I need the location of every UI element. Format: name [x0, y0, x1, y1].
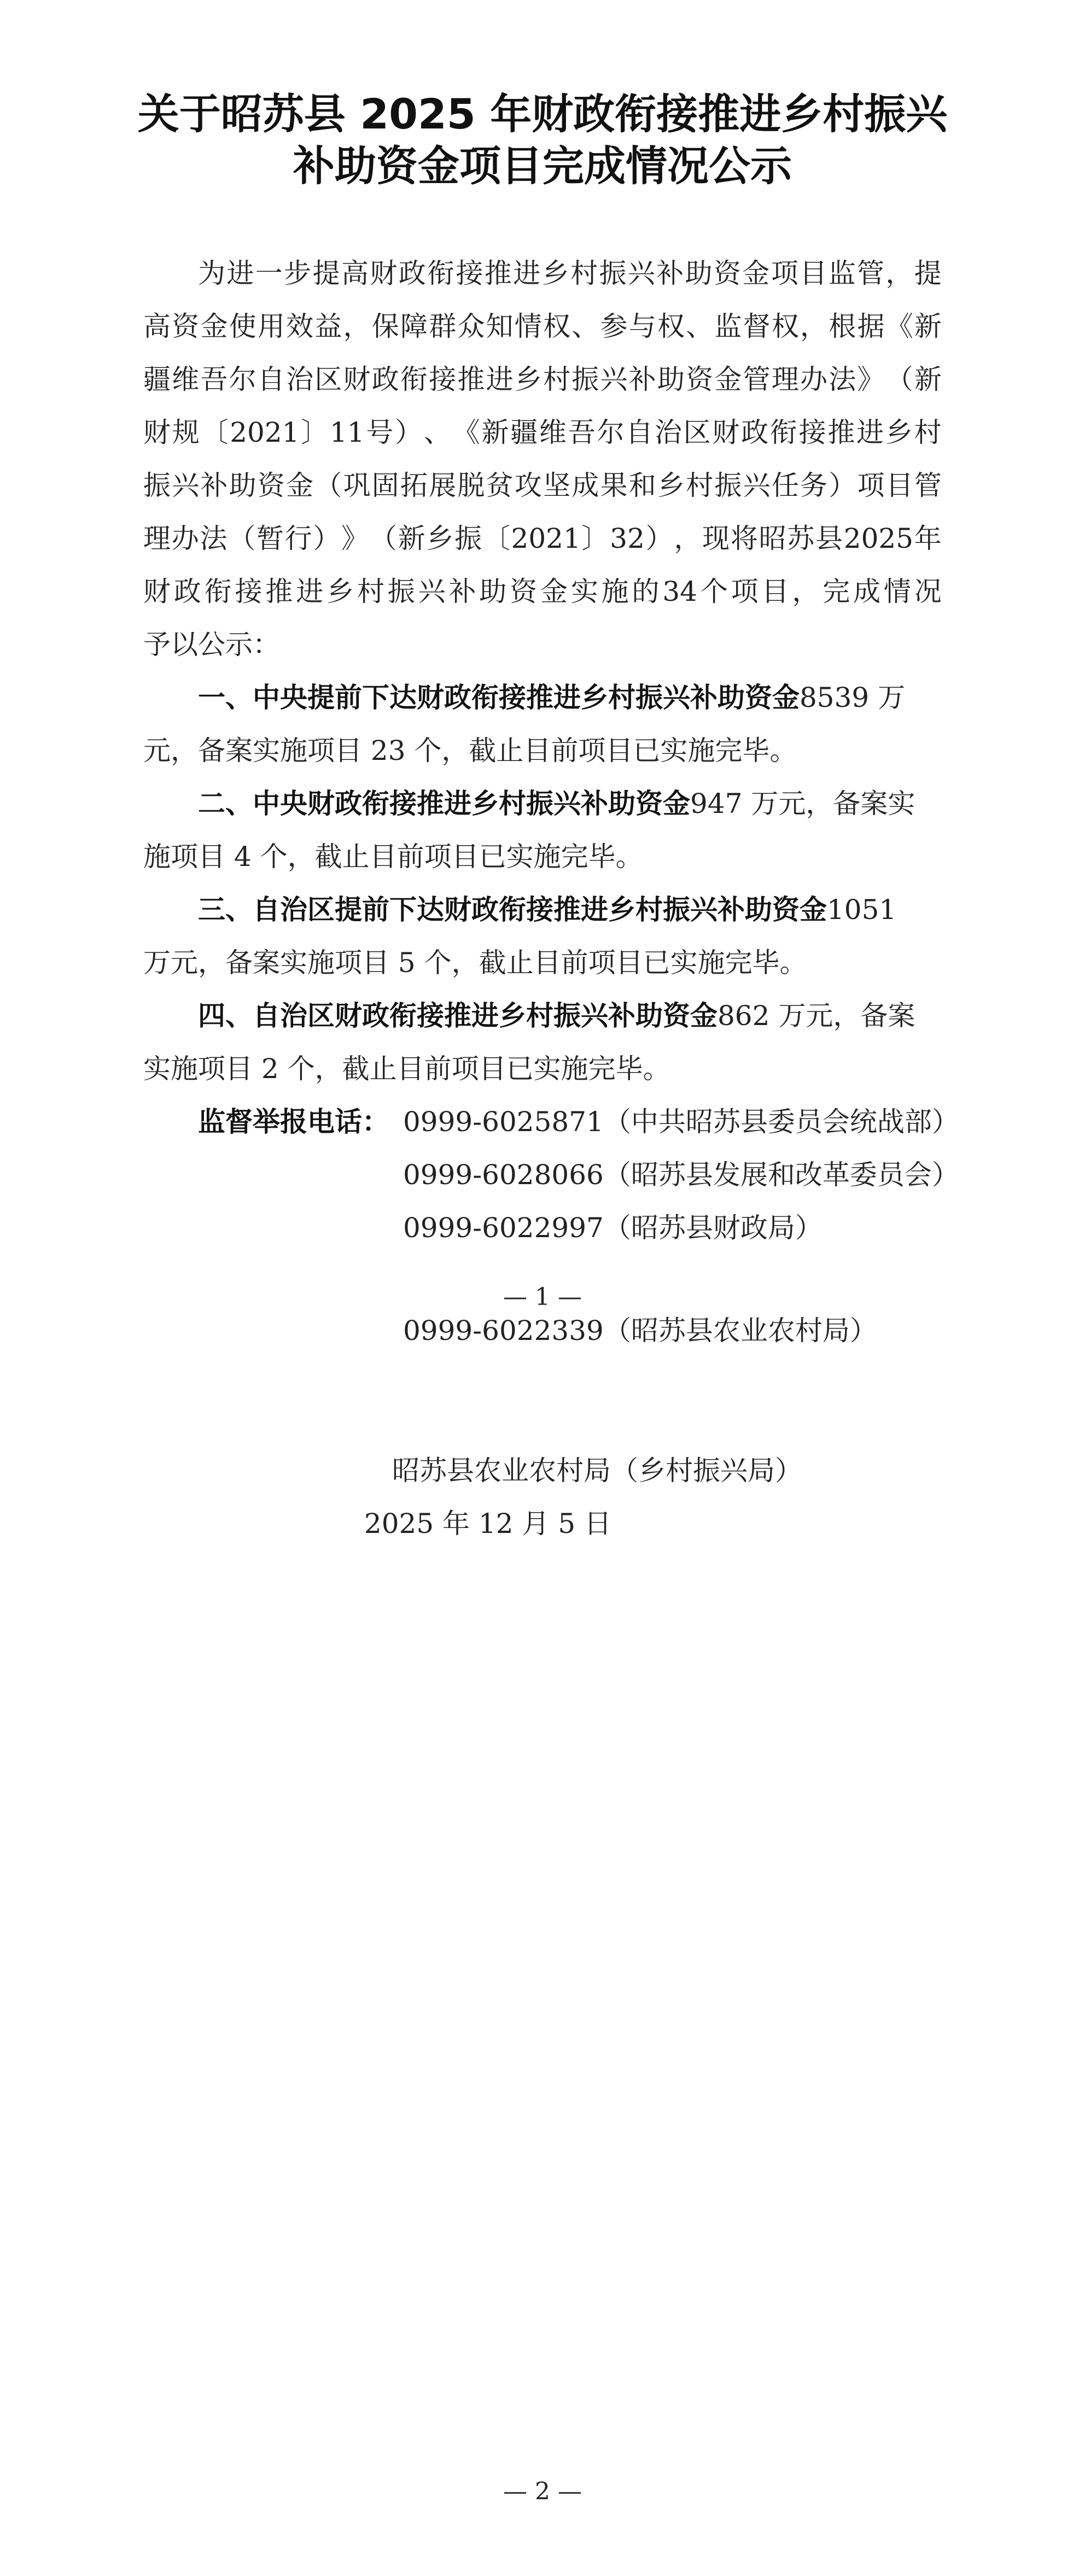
issuing-organization: 昭苏县农业农村局（乡村振兴局） [392, 1455, 802, 1486]
item-heading: 一、中央提前下达财政衔接推进乡村振兴补助资金 [198, 682, 800, 713]
item-line [198, 681, 942, 714]
document-title-line-2: 补助资金项目完成情况公示 [293, 142, 792, 190]
item-amount: 8539 万 [800, 682, 906, 713]
item-line-2: 元，备案实施项目 23 个，截止目前项目已实施完毕。 [143, 735, 797, 766]
intro-line: 为 进 一 步 提 高 财 政 衔 接 推 进 乡 村 振 兴 补 助 资 金 项 目 监 管 ， 提 [198, 257, 942, 289]
item-heading: 四、自治区财政衔接推进乡村振兴补助资金 [198, 1000, 718, 1032]
intro-line: 财 规 〔 2021 〕 11 号 ） 、 《 新 疆 维 吾 尔 自 治 区 财 政 衔 接 推 进 乡 村 [143, 417, 942, 448]
page-number-2: — 2 — [503, 2478, 582, 2505]
item-line-2: 万元，备案实施项目 5 个，截止目前项目已实施完毕。 [143, 947, 807, 979]
hotline-label: 监督举报电话： [198, 1106, 389, 1138]
document-title-line-1: 关于昭苏县 2025 年财政衔接推进乡村振兴 [137, 90, 948, 138]
hotline-phone: 0999-6028066（昭苏县发展和改革委员会） [403, 1159, 959, 1191]
hotline-phone: 0999-6025871（中共昭苏县委员会统战部） [403, 1106, 959, 1138]
hotline-phone: 0999-6022997（昭苏县财政局） [403, 1212, 822, 1244]
item-line [198, 893, 942, 926]
item-heading: 三、自治区提前下达财政衔接推进乡村振兴补助资金 [198, 894, 827, 926]
item-line-2: 实施项目 2 个，截止目前项目已实施完毕。 [143, 1053, 670, 1085]
intro-line: 理 办 法 （ 暂 行 ） 》 （ 新 乡 振 〔 2021 〕 32 ） ， 现 将 昭 苏 县 2025 年 [143, 523, 942, 554]
item-amount: 862 万元，备案 [718, 1000, 915, 1032]
item-line [198, 999, 942, 1032]
intro-line: 疆 维 吾 尔 自 治 区 财 政 衔 接 推 进 乡 村 振 兴 补 助 资 金 管 理 办 法 》 （ 新 [143, 364, 942, 395]
item-amount: 947 万元，备案实 [690, 788, 915, 819]
intro-line: 振 兴 补 助 资 金 （ 巩 固 拓 展 脱 贫 攻 坚 成 果 和 乡 村 振 兴 任 务 ） 项 目 管 [143, 470, 942, 501]
item-line-2: 施项目 4 个，截止目前项目已实施完毕。 [143, 841, 643, 873]
issue-date: 2025 年 12 月 5 日 [364, 1508, 612, 1539]
intro-line: 高 资 金 使 用 效 益 ， 保 障 群 众 知 情 权 、 参 与 权 、 监 督 权 ， 根 据 《 新 [143, 311, 942, 342]
item-heading: 二、中央财政衔接推进乡村振兴补助资金 [198, 788, 690, 819]
hotline-phone: 0999-6022339（昭苏县农业农村局） [403, 1315, 877, 1346]
page-number-1: — 1 — [503, 1283, 582, 1311]
item-line [198, 787, 942, 820]
item-amount: 1051 [827, 894, 897, 926]
intro-line: 予以公示： [143, 629, 280, 660]
intro-line: 财 政 衔 接 推 进 乡 村 振 兴 补 助 资 金 实 施 的 34 个 项 目 ， 完 成 情 况 [143, 576, 942, 607]
